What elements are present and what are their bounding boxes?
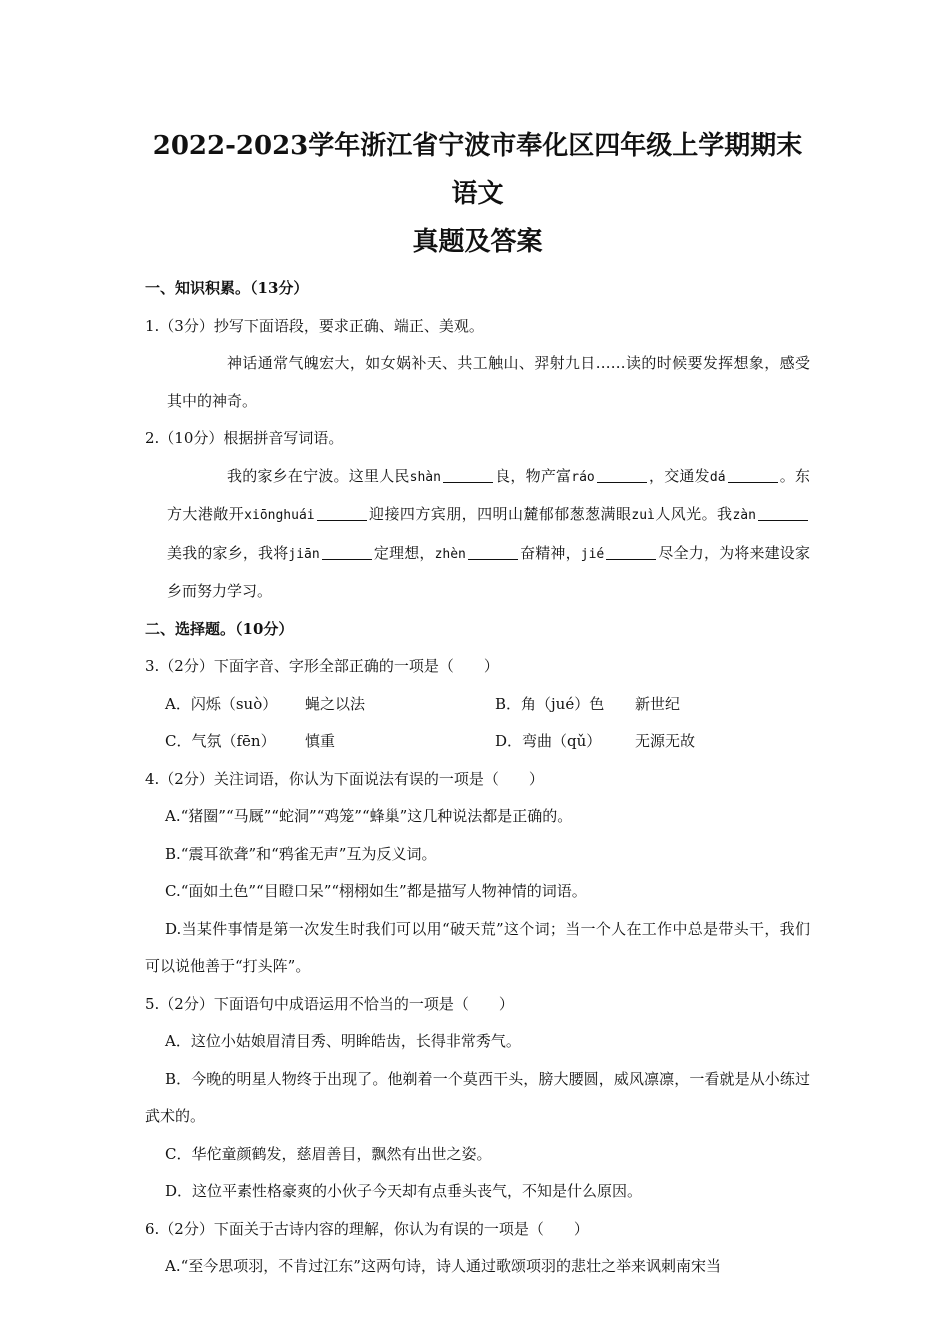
q2-text-6: 人风光。我	[654, 505, 733, 523]
question-2-passage	[167, 458, 810, 611]
q2-blank-9[interactable]	[606, 544, 656, 560]
q2-blank-8[interactable]	[468, 544, 518, 560]
q2-text-8: 定理想，	[373, 543, 435, 562]
q2-pinyin-3: dá	[709, 469, 726, 485]
q2-text-5: 迎接四方宾朋，四明山麓郁郁葱葱满眼	[368, 505, 632, 523]
q2-text-2: 良，物产富	[494, 466, 572, 485]
question-1-stem: 1.（3分）抄写下面语段，要求正确、端正、美观。	[145, 316, 484, 335]
q3-option-a: A．闪烁（suò）	[165, 694, 278, 713]
q5-option-d: D．这位平素性格豪爽的小伙子今天却有点垂头丧气，不知是什么原因。	[165, 1182, 643, 1200]
q3-option-a-word: 蝇之以法	[305, 694, 366, 713]
q2-pinyin-8: zhèn	[434, 546, 466, 562]
document-page	[145, 122, 810, 1286]
question-2-stem: 2.（10分）根据拼音写词语。	[145, 429, 344, 447]
q2-blank-7[interactable]	[322, 544, 372, 560]
q2-blank-1[interactable]	[443, 467, 493, 483]
q2-text-7: 美我的家乡，我将	[167, 543, 289, 562]
q5-option-c: C．华佗童颜鹤发，慈眉善目，飘然有出世之姿。	[165, 1144, 492, 1163]
q5-option-b: B．今晚的明星人物终于出现了。他剃着一个莫西干头，膀大腰圆，威风凛凛，一看就是从小练过武术的。	[145, 1069, 810, 1125]
q2-blank-3[interactable]	[728, 467, 778, 483]
q2-blank-6[interactable]	[758, 505, 808, 521]
q2-text-10: 尽全力，为将来建设家乡而努力学习。	[167, 543, 810, 600]
question-6-stem: 6.（2分）下面关于古诗内容的理解，你认为有误的一项是（ ）	[145, 1219, 589, 1238]
q4-option-d: D.当某件事情是第一次发生时我们可以用“破天荒”这个词；当一个人在工作中总是带头干，我们可以说他善于“打头阵”。	[145, 919, 810, 975]
section-heading-2: 二、选择题。（10分）	[145, 619, 294, 638]
q3-option-d-word: 无源无故	[635, 732, 696, 750]
q4-option-b: B.“震耳欲聋”和“鸦雀无声”互为反义词。	[165, 844, 437, 863]
question-3-stem: 3.（2分）下面字音、字形全部正确的一项是（ ）	[145, 657, 499, 675]
title-line-1: 2022-2023学年浙江省宁波市奉化区四年级上学期期末语文	[152, 131, 803, 209]
q2-pinyin-9: jié	[580, 546, 605, 562]
q2-pinyin-4: xiōnghuái	[244, 508, 315, 523]
q2-pinyin-5: zuì	[631, 508, 655, 523]
question-5-stem: 5.（2分）下面语句中成语运用不恰当的一项是（ ）	[145, 994, 514, 1013]
q4-option-a: A.“猪圈”“马厩”“蛇洞”“鸡笼”“蜂巢”这几种说法都是正确的。	[165, 807, 573, 825]
question-1-passage: 神话通常气魄宏大，如女娲补天、共工触山、羿射九日……读的时候要发挥想象，感受其中的神奇。	[167, 354, 810, 410]
q2-pinyin-2: ráo	[571, 469, 595, 485]
q2-pinyin-1: shàn	[409, 469, 441, 485]
question-3-options-row-1	[145, 686, 810, 724]
q2-pinyin-7: jiān	[288, 546, 320, 562]
question-4-stem: 4.（2分）关注词语，你认为下面说法有误的一项是（ ）	[145, 769, 544, 788]
q2-text-4: 。东方大港敞开	[167, 466, 810, 523]
title-line-2: 真题及答案	[412, 227, 543, 257]
q2-blank-4[interactable]	[317, 505, 367, 521]
q6-option-a: A.“至今思项羽，不肯过江东”这两句诗，诗人通过歌颂项羽的悲壮之举来讽刺南宋当	[165, 1257, 721, 1275]
q3-option-b-word: 新世纪	[635, 694, 681, 713]
q5-option-a: A．这位小姑娘眉清目秀、明眸皓齿，长得非常秀气。	[165, 1032, 521, 1050]
q3-option-d: D．弯曲（qǔ）	[495, 732, 602, 750]
q2-text-3: ，交通发	[648, 466, 710, 485]
document-title	[145, 122, 810, 266]
q3-option-c: C．气氛（fēn）	[165, 732, 276, 750]
q3-option-c-word: 慎重	[305, 732, 336, 750]
q2-text-1: 我的家乡在宁波。这里人民	[227, 466, 410, 485]
q4-option-c: C.“面如土色”“目瞪口呆”“栩栩如生”都是描写人物神情的词语。	[165, 882, 587, 900]
section-heading-1: 一、知识积累。（13分）	[145, 279, 309, 297]
q2-pinyin-6: zàn	[732, 508, 756, 523]
q3-option-b: B．角（jué）色	[495, 694, 605, 713]
q2-blank-2[interactable]	[597, 467, 647, 483]
q2-text-9: 奋精神，	[519, 543, 581, 562]
question-3-options-row-2	[145, 723, 810, 761]
